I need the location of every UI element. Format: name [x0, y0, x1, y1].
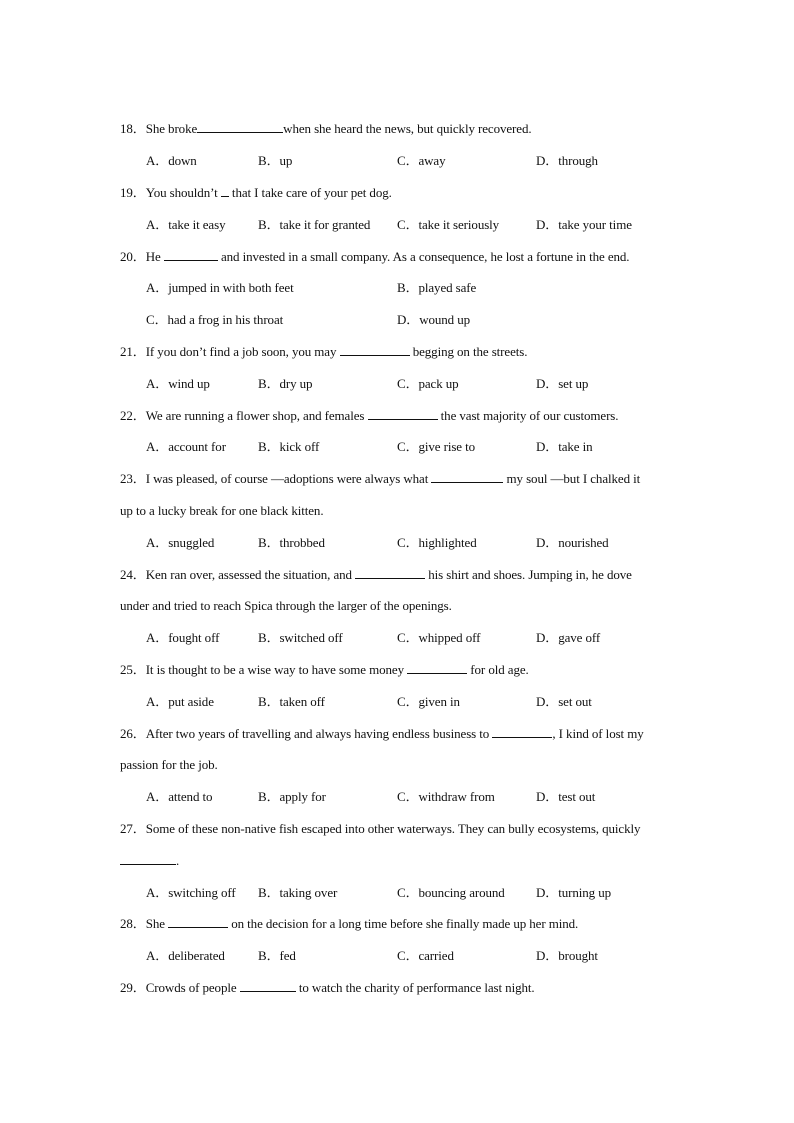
options-25: [0, 694, 794, 710]
option-c: C．highlighted: [397, 535, 477, 550]
question-22: [120, 408, 700, 424]
question-text: to watch the charity of performance last night.: [295, 980, 535, 995]
question-number: 28．: [120, 916, 146, 931]
question-18: [120, 121, 700, 137]
option-b: B．fed: [258, 948, 296, 963]
options-20a: [0, 280, 794, 296]
option-d: D．gave off: [536, 630, 601, 645]
option-a: A．deliberated: [146, 948, 225, 963]
option-b: B．apply for: [258, 789, 326, 804]
question-text: You shouldn’t: [145, 185, 221, 200]
options-23: [0, 535, 794, 551]
question-text: begging on the streets.: [409, 344, 528, 359]
option-c: C．pack up: [397, 376, 459, 391]
question-text: passion for the job.: [120, 757, 218, 772]
option-c: C．whipped off: [397, 630, 481, 645]
question-number: 27．: [120, 821, 146, 836]
question-number: 18．: [120, 121, 146, 136]
options-27: [0, 885, 794, 901]
option-d: D．set out: [536, 694, 592, 709]
answer-blank: [340, 344, 410, 356]
question-number: 22．: [120, 408, 146, 423]
options-28: [0, 948, 794, 964]
question-19: [120, 185, 700, 201]
option-d: D．nourished: [536, 535, 609, 550]
option-d: D．through: [536, 153, 598, 168]
question-23-continued: [120, 503, 700, 519]
option-b: B．taken off: [258, 694, 325, 709]
option-c: C．away: [397, 153, 446, 168]
question-text: .: [176, 853, 180, 868]
option-b: B．dry up: [258, 376, 313, 391]
option-d: D．wound up: [397, 312, 471, 327]
question-number: 25．: [120, 662, 146, 677]
option-d: D．set up: [536, 376, 589, 391]
question-text: up to a lucky break for one black kitten.: [120, 503, 324, 518]
question-text: She broke: [145, 121, 198, 136]
question-text: his shirt and shoes. Jumping in, he dove: [425, 567, 632, 582]
question-25: [120, 662, 700, 678]
answer-blank: [197, 121, 283, 133]
options-24: [0, 630, 794, 646]
options-26: [0, 789, 794, 805]
option-b: B．take it for granted: [258, 217, 371, 232]
option-c: C．given in: [397, 694, 460, 709]
question-text: We are running a flower shop, and females: [145, 408, 368, 423]
question-text: when she heard the news, but quickly recovered.: [283, 121, 532, 136]
option-b: B．switched off: [258, 630, 343, 645]
question-text: Crowds of people: [145, 980, 240, 995]
question-text: If you don’t find a job soon, you may: [145, 344, 340, 359]
question-number: 29．: [120, 980, 146, 995]
option-a: A．jumped in with both feet: [146, 280, 294, 295]
question-text: the vast majority of our customers.: [437, 408, 619, 423]
question-29: [120, 980, 700, 996]
answer-blank: [221, 185, 229, 197]
option-d: D．brought: [536, 948, 598, 963]
option-a: A．wind up: [146, 376, 210, 391]
option-a: A．fought off: [146, 630, 220, 645]
question-text: on the decision for a long time before she finally made up her mind.: [228, 916, 579, 931]
question-number: 19．: [120, 185, 146, 200]
question-text: She: [145, 916, 169, 931]
answer-blank: [431, 471, 503, 483]
question-21: [120, 344, 700, 360]
question-28: [120, 916, 700, 932]
option-d: D．test out: [536, 789, 596, 804]
option-b: B．kick off: [258, 439, 320, 454]
option-c: C．give rise to: [397, 439, 476, 454]
answer-blank: [492, 726, 552, 738]
option-c: C．bouncing around: [397, 885, 505, 900]
question-number: 21．: [120, 344, 146, 359]
question-27-continued: [120, 853, 700, 869]
question-number: 23．: [120, 471, 146, 486]
answer-blank: [355, 567, 425, 579]
option-c: C．had a frog in his throat: [146, 312, 284, 327]
option-d: D．turning up: [536, 885, 611, 900]
question-text: that I take care of your pet dog.: [228, 185, 392, 200]
question-text: After two years of travelling and always having endless business to: [145, 726, 493, 741]
answer-blank: [407, 662, 467, 674]
question-24-continued: [120, 598, 700, 614]
question-text: It is thought to be a wise way to have some money: [145, 662, 408, 677]
question-24: [120, 567, 700, 583]
options-20b: [0, 312, 794, 328]
option-c: C．take it seriously: [397, 217, 500, 232]
question-number: 20．: [120, 249, 146, 264]
option-c: C．withdraw from: [397, 789, 495, 804]
answer-blank: [368, 408, 438, 420]
option-b: B．taking over: [258, 885, 338, 900]
question-number: 26．: [120, 726, 146, 741]
question-text: Some of these non-native fish escaped into other waterways. They can bully ecosystems, quickly: [145, 821, 641, 836]
question-text: for old age.: [467, 662, 529, 677]
option-d: D．take in: [536, 439, 593, 454]
options-18: [0, 153, 794, 169]
options-21: [0, 376, 794, 392]
option-a: A．put aside: [146, 694, 214, 709]
option-c: C．carried: [397, 948, 454, 963]
question-text: , I kind of lost my: [552, 726, 644, 741]
question-20: [120, 249, 700, 265]
option-b: B．up: [258, 153, 293, 168]
options-19: [0, 217, 794, 233]
question-text: Ken ran over, assessed the situation, and: [145, 567, 356, 582]
option-a: A．snuggled: [146, 535, 215, 550]
question-text: under and tried to reach Spica through the larger of the openings.: [120, 598, 452, 613]
answer-blank: [164, 249, 218, 261]
question-text: I was pleased, of course —adoptions were always what: [145, 471, 432, 486]
question-26-continued: [120, 757, 700, 773]
question-number: 24．: [120, 567, 146, 582]
option-a: A．switching off: [146, 885, 236, 900]
option-a: A．attend to: [146, 789, 213, 804]
answer-blank: [168, 916, 228, 928]
question-27: [120, 821, 700, 837]
option-a: A．account for: [146, 439, 226, 454]
answer-blank: [120, 853, 176, 865]
question-text: my soul —but I chalked it: [503, 471, 641, 486]
option-d: D．take your time: [536, 217, 632, 232]
answer-blank: [240, 980, 296, 992]
options-22: [0, 439, 794, 455]
question-text: He: [145, 249, 164, 264]
option-a: A．take it easy: [146, 217, 226, 232]
option-b: B．played safe: [397, 280, 477, 295]
option-b: B．throbbed: [258, 535, 325, 550]
question-26: [120, 726, 700, 742]
question-text: and invested in a small company. As a consequence, he lost a fortune in the end.: [217, 249, 630, 264]
option-a: A．down: [146, 153, 197, 168]
question-23: [120, 471, 700, 487]
